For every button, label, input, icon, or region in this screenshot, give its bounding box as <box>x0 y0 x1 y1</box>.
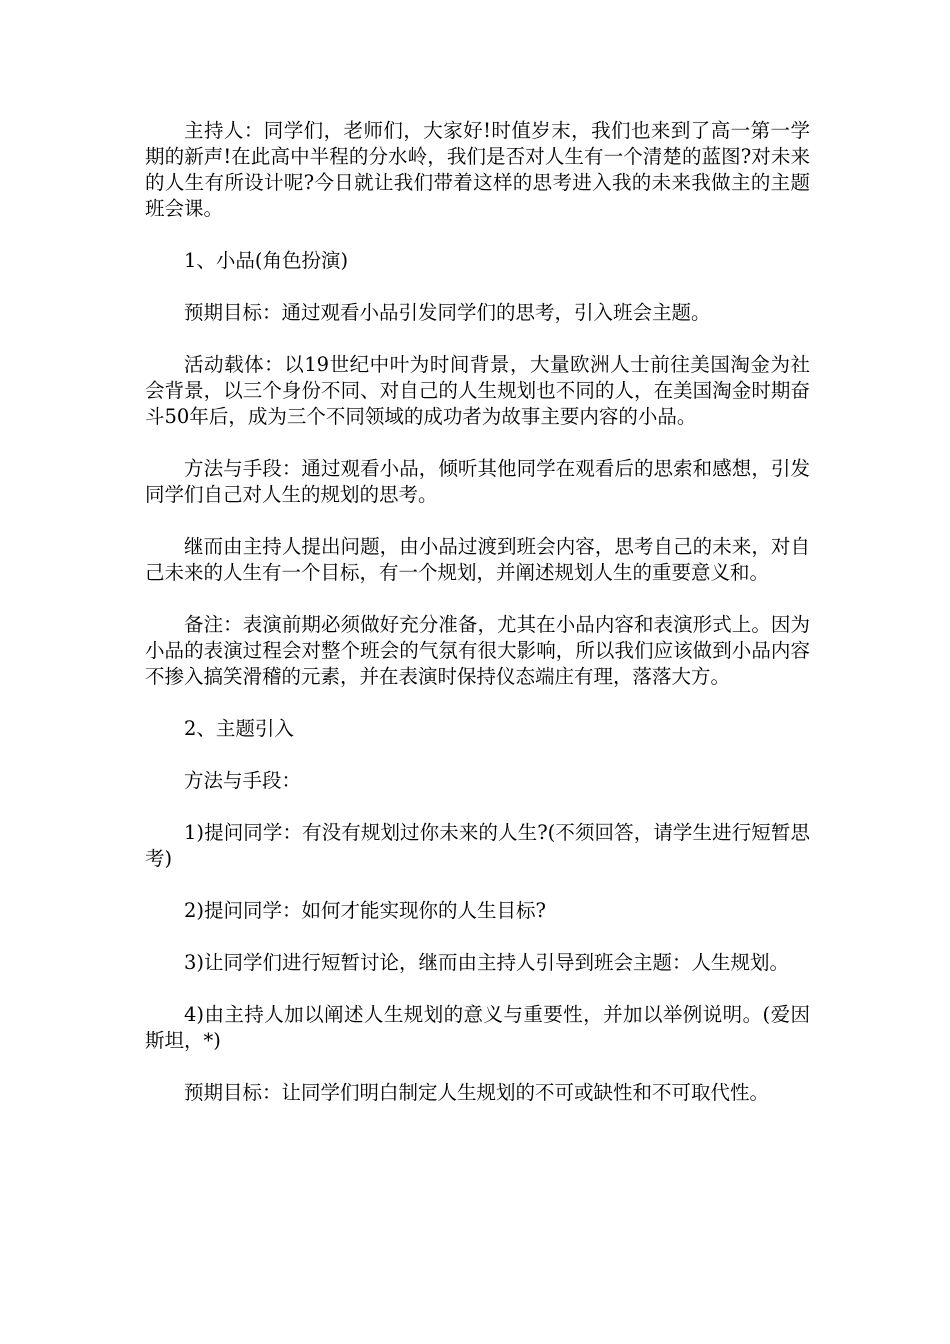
paragraph-expected-goal-1: 预期目标：通过观看小品引发同学们的思考，引入班会主题。 <box>184 301 711 324</box>
paragraph-transition: 继而由主持人提出问题，由小品过渡到班会内容，思考自己的未来，对自己未来的人生有一个目标，有一个规划，并阐述规划人生的重要意义和。 <box>145 535 810 584</box>
paragraph-expected-goal-2: 预期目标：让同学们明白制定人生规划的不可或缺性和不可取代性。 <box>184 1081 770 1104</box>
paragraph-opening: 主持人：同学们，老师们，大家好!时值岁末，我们也来到了高一第一学期的新声!在此高中半程的分水岭，我们是否对人生有一个清楚的蓝图?对未来的人生有所设计呢?今日就让我们带着这样的思考进入我的未来我做主的主题班会课。 <box>145 119 810 220</box>
list-item-question-1: 1)提问同学：有没有规划过你未来的人生?(不须回答，请学生进行短暂思考) <box>145 821 810 870</box>
paragraph-note: 备注：表演前期必须做好充分准备，尤其在小品内容和表演形式上。因为小品的表演过程会对整个班会的气氛有很大影响，所以我们应该做到小品内容不掺入搞笑滑稽的元素，并在表演时保持仪态端庄有理，落落大方。 <box>145 613 810 688</box>
section-heading-skit: 1、小品(角色扮演) <box>184 249 349 272</box>
document-body <box>145 118 810 1132</box>
list-item-explanation: 4)由主持人加以阐述人生规划的意义与重要性，并加以举例说明。(爱因斯坦，*) <box>145 1003 810 1052</box>
paragraph-activity-carrier: 活动载体：以19世纪中叶为时间背景，大量欧洲人士前往美国淘金为社会背景，以三个身份不同、对自己的人生规划也不同的人，在美国淘金时期奋斗50年后，成为三个不同领域的成功者为故事主要内容的小品。 <box>145 353 810 428</box>
section-heading-theme: 2、主题引入 <box>184 717 294 740</box>
list-item-question-2: 2)提问同学：如何才能实现你的人生目标? <box>184 899 546 922</box>
list-item-discussion: 3)让同学们进行短暂讨论，继而由主持人引导到班会主题：人生规划。 <box>184 951 790 974</box>
paragraph-method-1: 方法与手段：通过观看小品，倾听其他同学在观看后的思索和感想，引发同学们自己对人生的规划的思考。 <box>145 457 810 506</box>
paragraph-method-2: 方法与手段： <box>184 769 302 792</box>
